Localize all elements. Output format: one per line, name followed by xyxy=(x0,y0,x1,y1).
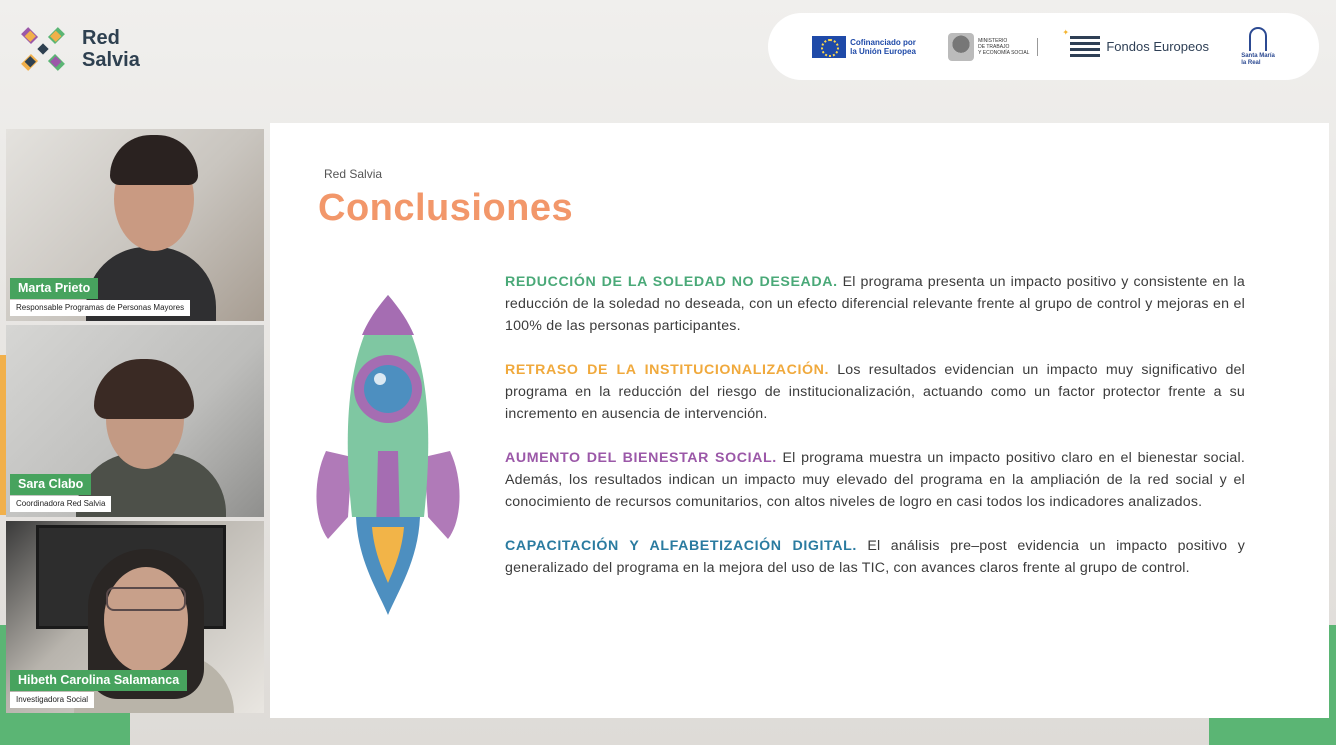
ministry-sponsor-text xyxy=(978,38,1038,56)
eu-sponsor-text xyxy=(850,38,916,56)
conclusion-heading: REDUCCIÓN DE LA SOLEDAD NO DESEADA. xyxy=(505,274,838,290)
red-salvia-logo-icon xyxy=(12,18,74,80)
glasses-icon xyxy=(106,587,186,611)
participant-role-badge: Coordinadora Red Salvia xyxy=(10,496,111,512)
brand-name-line2: Salvia xyxy=(82,49,140,71)
conclusion-item xyxy=(505,359,1245,425)
smr-line2: la Real xyxy=(1241,59,1261,66)
brand-logo xyxy=(12,18,140,80)
brand-name xyxy=(82,27,140,71)
participant-silhouette-head xyxy=(104,567,188,673)
rocket-icon xyxy=(308,281,468,615)
eu-sponsor-line1: Cofinanciado por xyxy=(850,37,916,47)
ministry-line1: MINISTERIO xyxy=(978,37,1008,44)
conclusion-heading: AUMENTO DEL BIENESTAR SOCIAL. xyxy=(505,450,777,466)
smr-line1: Santa María xyxy=(1241,52,1275,59)
participant-name-badge: Hibeth Carolina Salamanca xyxy=(10,670,187,691)
ministry-line2: DE TRABAJO xyxy=(978,43,1010,50)
participant-hair xyxy=(94,359,194,419)
participant-role-badge: Investigadora Social xyxy=(10,692,94,708)
fondos-europeos-text: Fondos Europeos xyxy=(1106,39,1209,54)
eu-sponsor-line2: la Unión Europea xyxy=(850,46,916,56)
conclusion-item xyxy=(505,447,1245,513)
eu-sponsor xyxy=(812,36,916,58)
sponsor-strip xyxy=(768,13,1319,80)
participant-role-badge: Responsable Programas de Personas Mayores xyxy=(10,300,190,316)
brand-name-line1: Red xyxy=(82,27,120,49)
slide-title: Conclusiones xyxy=(318,187,574,229)
santa-maria-la-real-icon xyxy=(1249,27,1267,51)
fondos-europeos-sponsor xyxy=(1070,36,1209,58)
video-tile-marta-prieto[interactable] xyxy=(6,129,264,321)
conclusion-text: El programa presenta un impacto positivo y consistente en la reducción de la soledad no deseada, con un efecto diferencial relevante frente al grupo de control y mejoras en el 100% de las personas participantes. xyxy=(505,274,1245,334)
conclusions-list xyxy=(505,271,1245,601)
santa-maria-la-real-sponsor xyxy=(1241,27,1275,67)
fondos-europeos-icon xyxy=(1070,36,1100,58)
ministry-line3: Y ECONOMÍA SOCIAL xyxy=(978,49,1030,56)
ministry-sponsor xyxy=(948,33,1038,61)
video-tile-hibeth-carolina-salamanca[interactable] xyxy=(6,521,264,713)
video-tile-sara-clabo[interactable] xyxy=(6,325,264,517)
conclusion-text: El análisis pre–post evidencia un impacto positivo y generalizado del programa en la mejora del uso de las TIC, con avances claros frente al grupo de control. xyxy=(505,538,1245,576)
santa-maria-la-real-text xyxy=(1241,53,1275,67)
participant-name-badge: Marta Prieto xyxy=(10,278,98,299)
conclusion-heading: CAPACITACIÓN Y ALFABETIZACIÓN DIGITAL. xyxy=(505,538,857,554)
conclusion-item xyxy=(505,535,1245,579)
presentation-slide xyxy=(270,123,1329,718)
conclusion-item xyxy=(505,271,1245,337)
conclusion-text: El programa muestra un impacto positivo claro en el bienestar social. Además, los resultados indican un impacto muy elevado del programa en la ampliación de la red social y el conocimiento de recursos comunitarios, con altos niveles de logro en casi todos los indicadores analizados. xyxy=(505,450,1245,510)
eu-flag-icon xyxy=(812,36,846,58)
slide-brand-label: Red Salvia xyxy=(324,167,383,181)
conclusion-text: Los resultados evidencian un impacto muy significativo del programa en la reducción del riesgo de institucionalización, actuando como un factor protector frente a su incremento en ausencia de intervención. xyxy=(505,362,1245,422)
spain-coat-of-arms-icon xyxy=(948,33,974,61)
conclusion-heading: RETRASO DE LA INSTITUCIONALIZACIÓN. xyxy=(505,362,830,378)
participant-hair xyxy=(110,135,198,185)
participant-name-badge: Sara Clabo xyxy=(10,474,91,495)
